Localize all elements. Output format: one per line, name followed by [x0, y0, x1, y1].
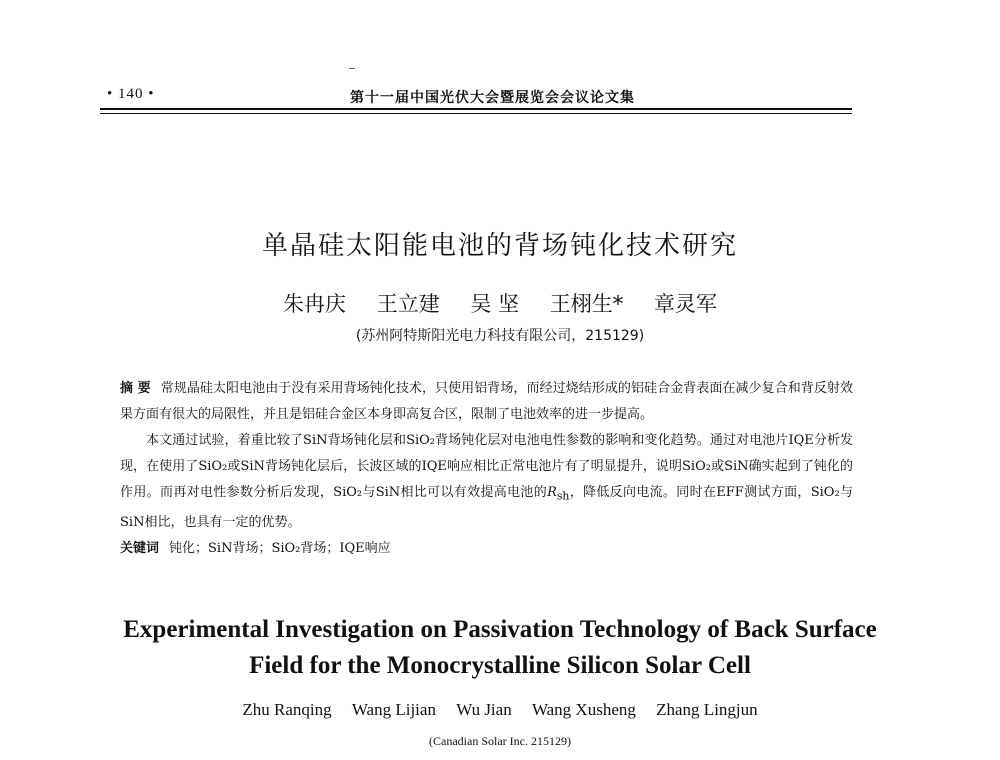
paper-title-english-line1: Experimental Investigation on Passivation Technology of Back Surface: [123, 616, 877, 643]
affiliation-english: (Canadian Solar Inc. 215129): [429, 734, 571, 748]
abstract-text-2b: ，降低反向电流。同时在EFF测试方面，SiO₂与SiN相比，也具有一定的优势。: [120, 485, 853, 530]
author-cn: 章灵军: [653, 292, 717, 316]
paper-title-english: [0, 612, 1000, 684]
scan-mark: [349, 68, 355, 69]
rsh-subscript: sh: [556, 489, 570, 503]
author-cn: 王栩生*: [549, 292, 624, 316]
abstract-paragraph-1: [120, 376, 853, 428]
author-cn: 朱冉庆: [283, 292, 347, 316]
author-cn: 王立建: [376, 292, 440, 316]
authors-english: [0, 700, 1000, 720]
paper-title-chinese: 单晶硅太阳能电池的背场钝化技术研究: [261, 231, 738, 261]
page-number: • 140 •: [107, 86, 155, 102]
author-en: Wang Lijian: [351, 700, 436, 719]
header-rule-thick: [100, 108, 852, 110]
abstract-block: [120, 376, 853, 562]
abstract-text-1: 常规晶硅太阳电池由于没有采用背场钝化技术，只使用铝背场，而经过烧结形成的铝硅合金背表面在减少复合和背反射效果方面有很大的局限性，并且是铝硅合金区本身即高复合区，限制了电池效率的进一步提高。: [120, 381, 853, 422]
author-cn: 吴 坚: [470, 292, 520, 316]
abstract-paragraph-2: [120, 428, 853, 536]
keywords-text: 钝化；SiN背场；SiO₂背场；IQE响应: [169, 540, 391, 556]
rsh-symbol: R: [547, 485, 557, 500]
keywords-label: 关键词: [120, 540, 160, 556]
author-en: Zhang Lingjun: [656, 700, 758, 719]
affiliation-chinese: (苏州阿特斯阳光电力科技有限公司，215129): [355, 328, 645, 344]
abstract-text-2a: 本文通过试验，着重比较了SiN背场钝化层和SiO₂背场钝化层对电池电性参数的影响和变化趋势。通过对电池片IQE分析发现，在使用了SiO₂或SiN背场钝化层后，长波区域的IQE响应相比正常电池片有了明显提升，说明SiO₂或SiN确实起到了钝化的作用。而再对电性参数分析后发现，SiO₂与SiN相比可以有效提高电池的: [120, 433, 853, 500]
keywords-line: [120, 536, 853, 562]
author-en: Wang Xusheng: [531, 700, 636, 719]
header-rule-thin: [100, 113, 852, 114]
author-en: Wu Jian: [456, 700, 512, 719]
authors-chinese: [0, 288, 1000, 318]
author-en: Zhu Ranqing: [242, 700, 332, 719]
paper-title-english-line2: Field for the Monocrystalline Silicon Solar Cell: [249, 652, 751, 679]
abstract-label: 摘 要: [120, 381, 151, 396]
running-title: 第十一届中国光伏大会暨展览会会议论文集: [350, 90, 635, 106]
